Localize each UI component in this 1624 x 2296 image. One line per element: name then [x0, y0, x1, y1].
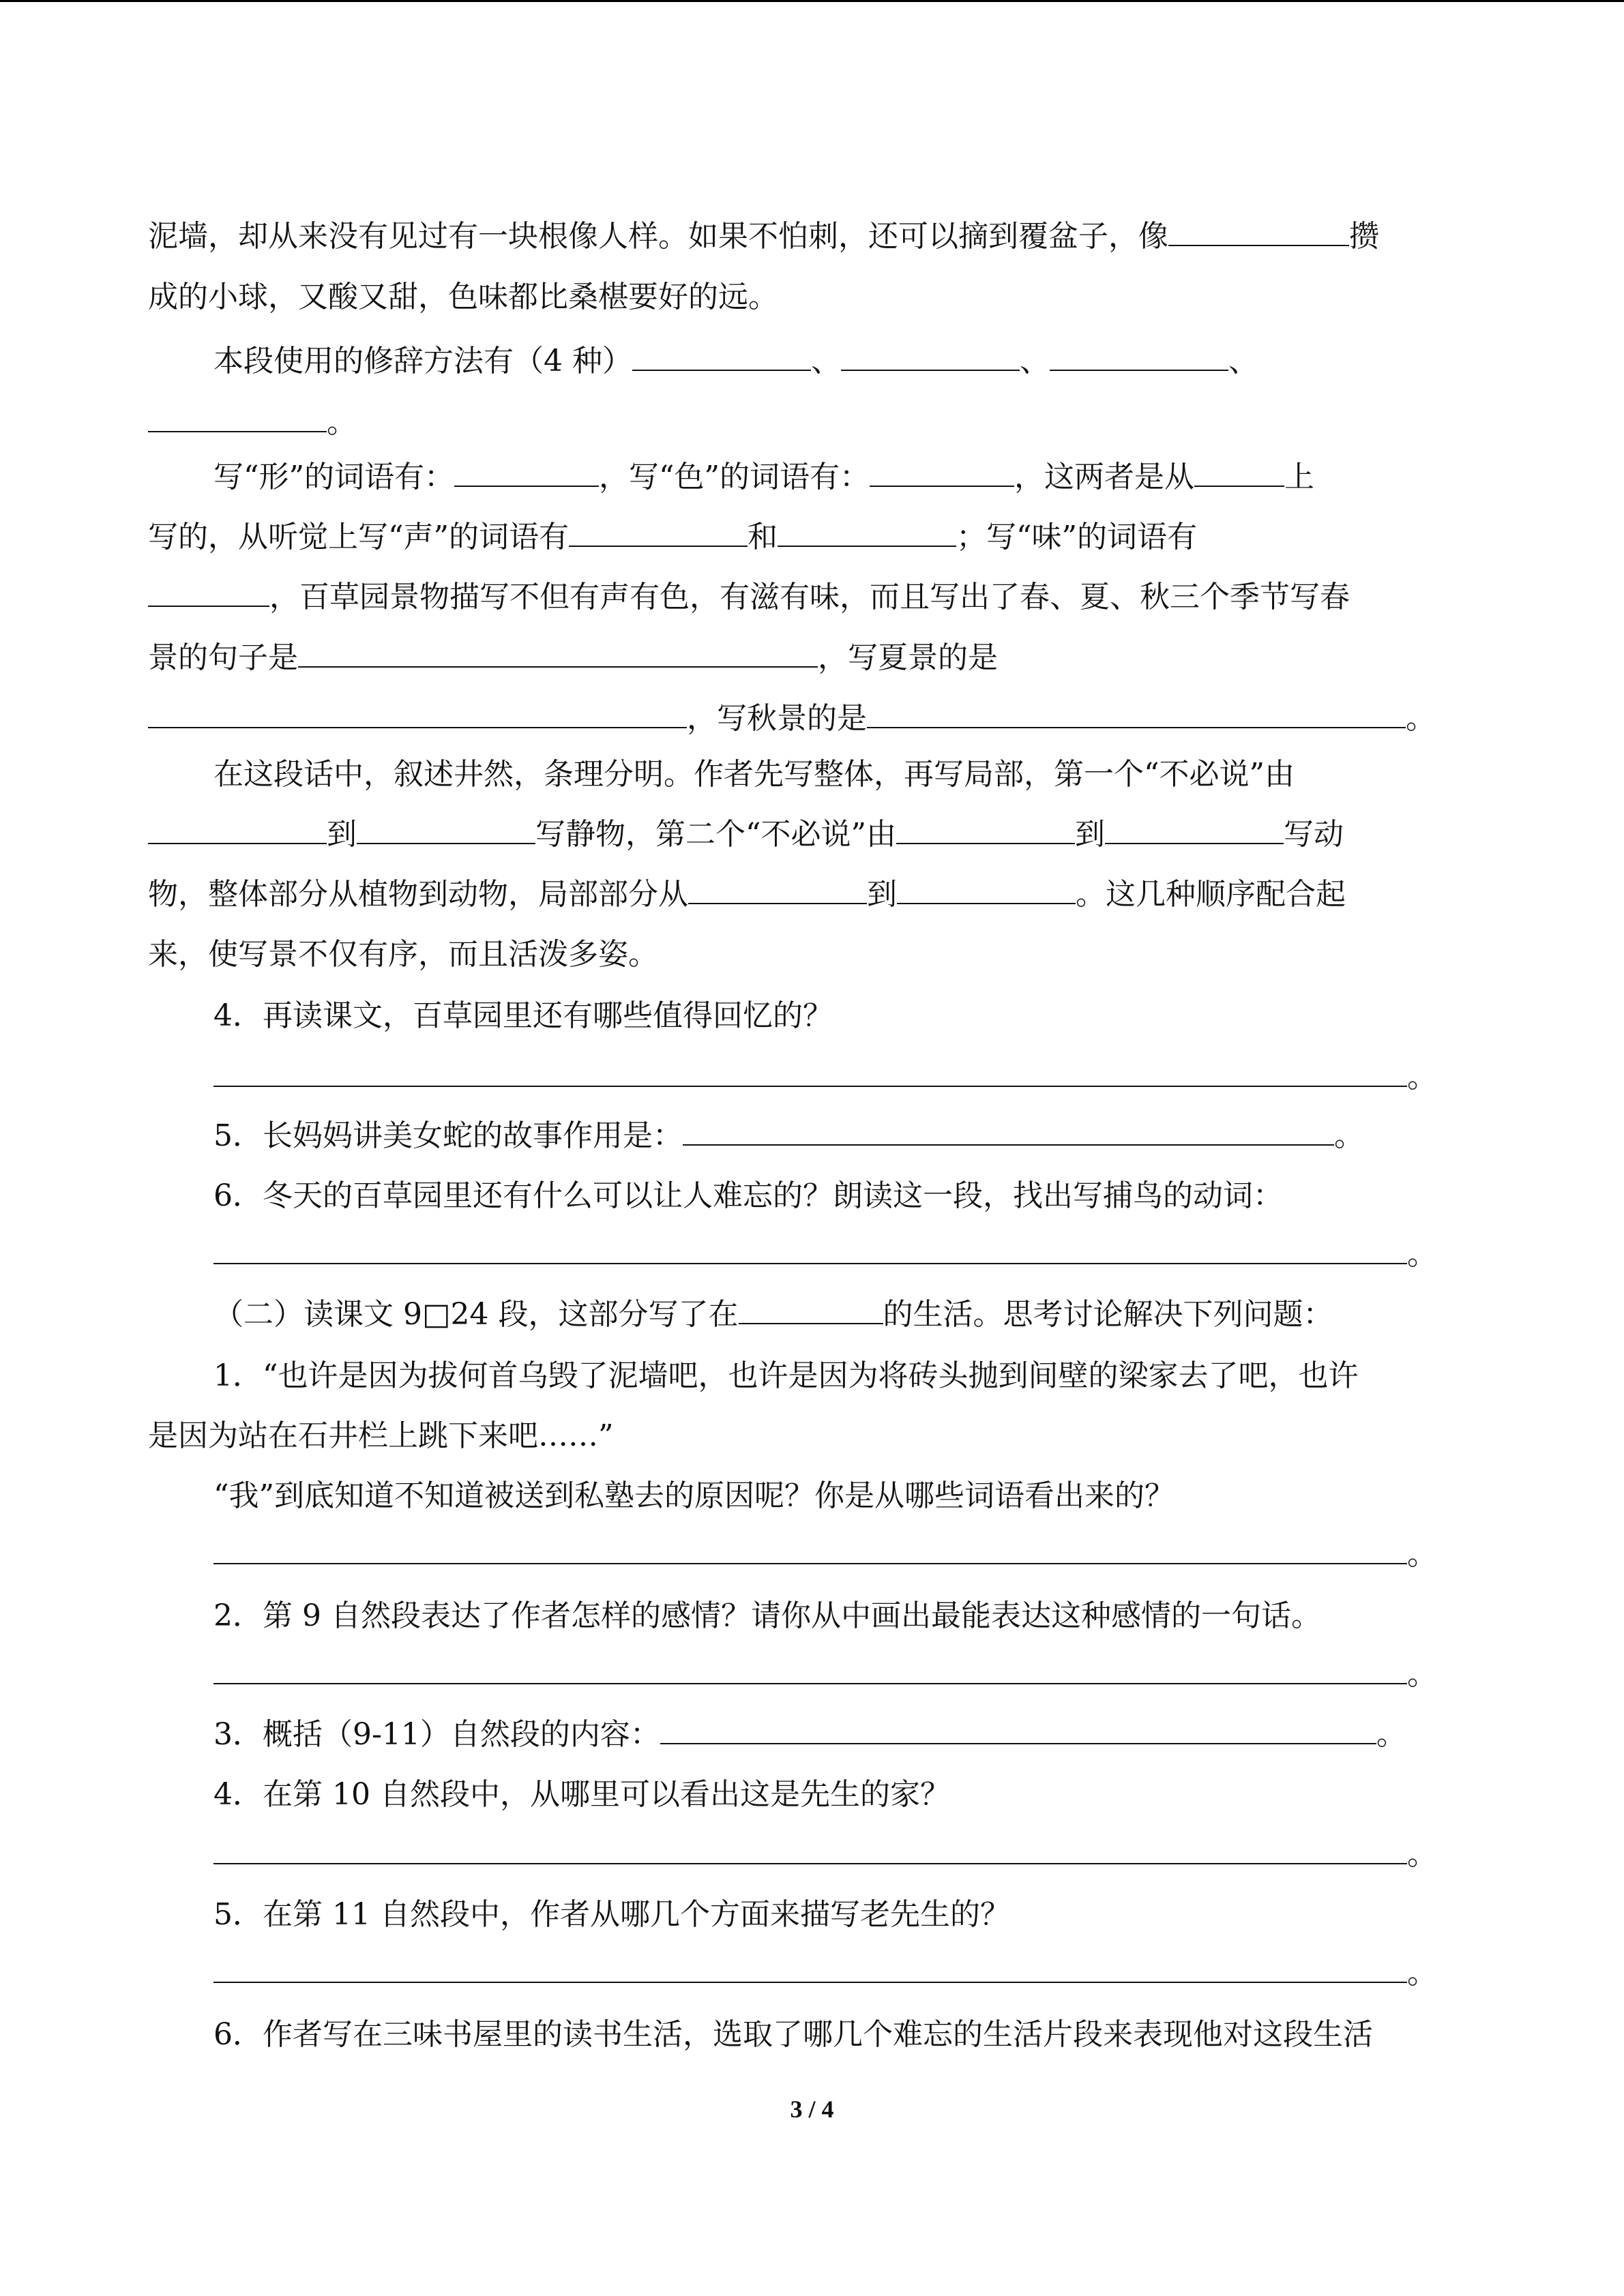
- words-line2: 写的，从听觉上写“声”的词语有 和 ；写“味”的词语有: [148, 520, 1197, 554]
- answer-line-4: 。: [213, 1057, 1437, 1098]
- blank[interactable]: [148, 404, 327, 432]
- answer-line-p2-2: 。: [213, 1654, 1437, 1695]
- blank[interactable]: [660, 1716, 1376, 1744]
- question-6: 6．冬天的百草园里还有什么可以让人难忘的？朗读这一段，找出写捕鸟的动词：: [213, 1178, 1283, 1213]
- blank[interactable]: [148, 578, 269, 607]
- part2-q3: 3．概括（9-11）自然段的内容： 。: [213, 1717, 1406, 1752]
- answer-line-p2-5: 。: [213, 1953, 1437, 1994]
- blank[interactable]: [897, 876, 1076, 904]
- order-line3: 物，整体部分从植物到动物，局部部分从 到 。这几种顺序配合起: [148, 877, 1346, 912]
- blank[interactable]: [1105, 816, 1284, 844]
- blank[interactable]: [357, 816, 535, 844]
- blank[interactable]: [870, 458, 1014, 487]
- rhetoric-line1: 本段使用的修辞方法有（4 种） 、 、 、: [213, 344, 1258, 378]
- blank[interactable]: [683, 1117, 1334, 1146]
- blank[interactable]: [213, 1954, 1407, 1983]
- part2-q6: 6．作者写在三味书屋里的读书生活，选取了哪几个难忘的生活片段来表现他对这段生活: [213, 2017, 1373, 2052]
- order-line1: 在这段话中，叙述井然，条理分明。作者先写整体，再写局部，第一个“不必说”由: [213, 757, 1295, 792]
- words-line3: ，百草园景物描写不但有声有色，有滋有味，而且写出了春、夏、秋三个季节写春: [148, 577, 1350, 618]
- part2-q2: 2．第 9 自然段表达了作者怎样的感情？请你从中画出最能表达这种感情的一句话。: [213, 1598, 1321, 1633]
- blank[interactable]: [739, 1296, 883, 1324]
- blank[interactable]: [688, 876, 867, 904]
- part2-q5: 5．在第 11 自然段中，作者从哪几个方面来描写老先生的？: [213, 1897, 1010, 1932]
- part2-q1-line2: 是因为站在石井栏上跳下来吧……”: [148, 1418, 614, 1453]
- answer-line-p2-1: 。: [213, 1534, 1437, 1575]
- blank[interactable]: [1050, 342, 1228, 371]
- question-4: 4．再读课文，百草园里还有哪些值得回忆的？: [213, 998, 833, 1033]
- blank[interactable]: [1168, 218, 1349, 246]
- blank[interactable]: [298, 639, 818, 668]
- blank[interactable]: [896, 816, 1075, 844]
- blank[interactable]: [213, 1536, 1407, 1564]
- answer-line-p2-4: 。: [213, 1834, 1437, 1875]
- blank[interactable]: [632, 342, 811, 371]
- part2-q1-line3: “我”到底知道不知道被送到私塾去的原因呢？你是从哪些词语看出来的？: [213, 1478, 1175, 1513]
- blank[interactable]: [1194, 458, 1284, 487]
- part2-heading: （二）读课文 9□24 段，这部分写了在 的生活。思考讨论解决下列问题：: [213, 1297, 1333, 1332]
- blank[interactable]: [213, 1236, 1407, 1264]
- blank[interactable]: [213, 1058, 1407, 1087]
- blank[interactable]: [841, 342, 1020, 371]
- part2-q1-line1: 1．“也许是因为拔何首乌毁了泥墙吧，也许是因为将砖头抛到间壁的梁家去了吧，也许: [213, 1358, 1359, 1393]
- order-line4: 来，使写景不仅有序，而且活泼多姿。: [148, 937, 658, 972]
- words-line4: 景的句子是 ，写夏景的是: [148, 640, 998, 675]
- blank[interactable]: [778, 518, 956, 547]
- para1-line2: 成的小球，又酸又甜，色味都比桑椹要好的远。: [148, 280, 778, 314]
- words-line5: ，写秋景的是 。: [148, 698, 1436, 739]
- blank[interactable]: [454, 458, 599, 487]
- top-border-line: [0, 0, 1624, 2]
- blank[interactable]: [213, 1836, 1407, 1864]
- blank[interactable]: [148, 700, 687, 728]
- answer-line-6: 。: [213, 1234, 1437, 1275]
- rhetoric-line2: 。: [148, 402, 357, 443]
- blank[interactable]: [569, 518, 748, 547]
- order-line2: 到 写静物，第二个“不必说”由 到 写动: [148, 814, 1344, 855]
- para1-line1: 泥墙，却从来没有见过有一块根像人样。如果不怕刺，还可以摘到覆盆子，像 攒: [148, 219, 1379, 254]
- part2-q4: 4．在第 10 自然段中，从哪里可以看出这是先生的家？: [213, 1777, 950, 1812]
- blank[interactable]: [867, 700, 1406, 728]
- words-line1: 写“形”的词语有： ，写“色”的词语有： ，这两者是从 上: [213, 460, 1314, 494]
- question-5: 5．长妈妈讲美女蛇的故事作用是： 。: [213, 1118, 1364, 1153]
- blank[interactable]: [148, 816, 327, 844]
- page-number: 3 / 4: [790, 2096, 834, 2123]
- blank[interactable]: [213, 1656, 1407, 1684]
